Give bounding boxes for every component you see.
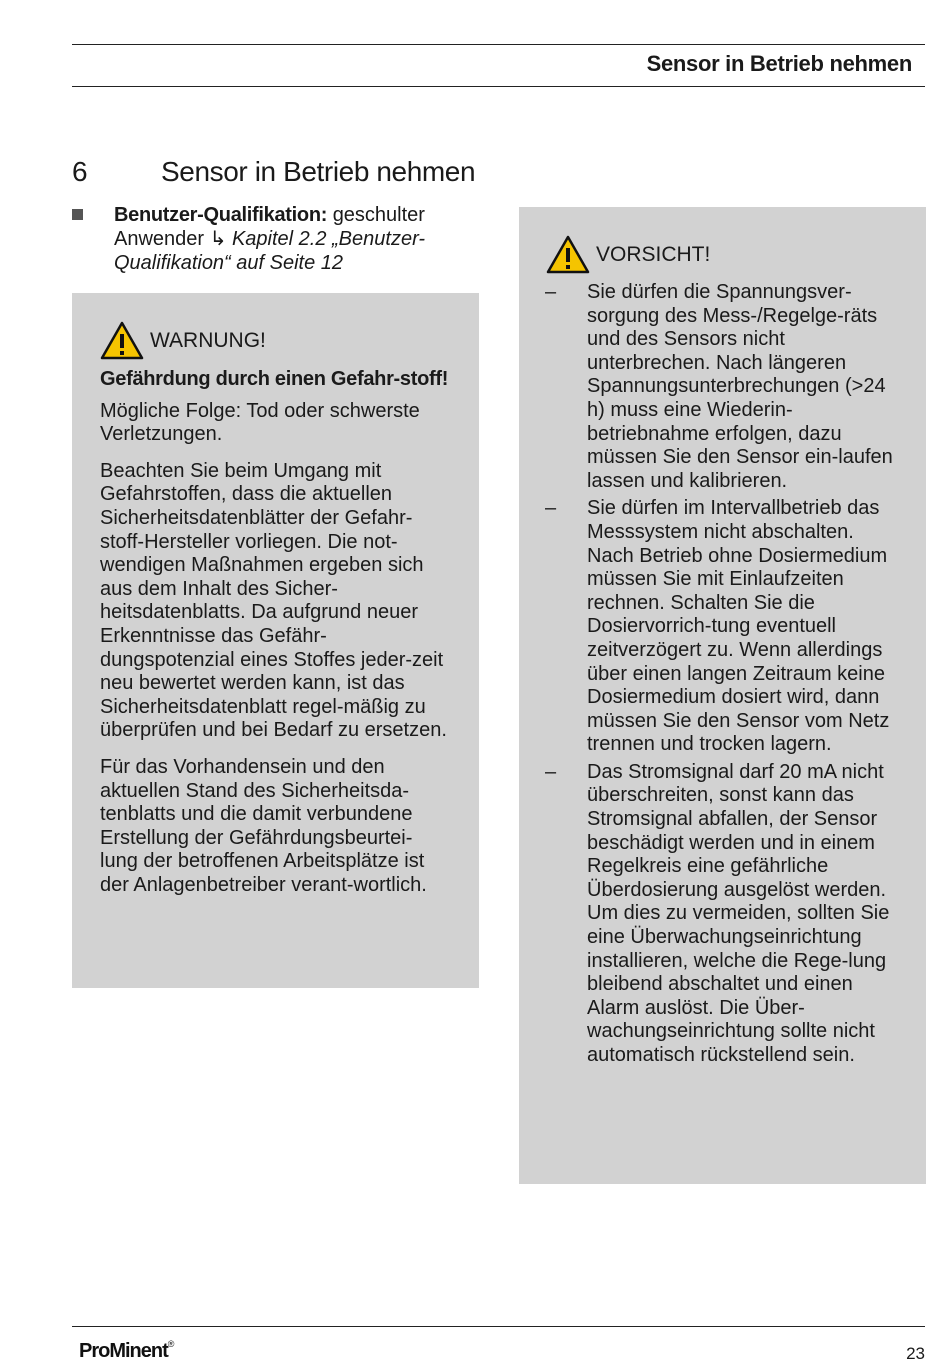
caution-signal bbox=[546, 235, 710, 274]
dash-bullet: – bbox=[545, 497, 557, 520]
chapter-title: Sensor in Betrieb nehmen bbox=[161, 156, 476, 187]
chapter-number: 6 bbox=[72, 156, 88, 187]
warning-triangle-icon bbox=[100, 321, 144, 360]
dash-bullet: – bbox=[545, 760, 557, 783]
warning-paragraph-2: Für das Vorhandensein und den aktuellen Stand des Sicherheitsda-tenblatts und die damit verbundene Erstellung der Gefährdungsbeurtei-lung der betroffenen Arbeitsplätze ist der Anlagenbetreiber verant-wortlich. bbox=[100, 755, 427, 896]
caution-list bbox=[545, 281, 895, 1072]
header-bottom-rule bbox=[72, 86, 925, 87]
list-item-text: Sie dürfen die Spannungsver-sorgung des Mess-/Regelge-räts und des Sensors nicht unterbrechen. Nach längeren Spannungsunterbrechungen (>24 h) muss eine Wiederin-betriebnahme erfolgen, dazu müssen Sie den Sensor ein-laufen lassen und kalibrieren. bbox=[587, 281, 893, 492]
warning-signal bbox=[100, 321, 266, 360]
chapter-reference-link[interactable]: Kapitel 2.2 „Benutzer-Qualifikation“ auf Seite 12 bbox=[114, 228, 426, 274]
warning-consequence: Mögliche Folge: Tod oder schwerste Verletzungen. bbox=[100, 399, 420, 446]
warning-paragraph-1: Beachten Sie beim Umgang mit Gefahrstoffen, dass die aktuellen Sicherheitsdatenblätter der Gefahr-stoff-Hersteller vorliegen. Die not-wendigen Maßnahmen ergeben sich aus dem Inhalt des Sicher-heitsdatenblatts. Da aufgrund neuer Erkenntnisse das Gefähr-dungspotenzial eines Stoffes jeder-zeit neu bewertet werden kann, ist das Sicherheitsdatenblatt regel-mäßig zu überprüfen und bei Bedarf zu ersetzen. bbox=[100, 459, 447, 742]
square-bullet-icon bbox=[72, 209, 83, 220]
qualification-value: geschulter Anwender bbox=[114, 204, 425, 250]
dash-bullet: – bbox=[545, 281, 557, 303]
footer-rule bbox=[72, 1326, 925, 1327]
brand-logo bbox=[79, 1340, 174, 1363]
arrow-reference-icon: ↳ bbox=[209, 228, 227, 250]
qualification-label: Benutzer-Qualifikation: bbox=[114, 204, 328, 226]
caution-signal-word: VORSICHT! bbox=[596, 242, 711, 266]
warning-signal-word: WARNUNG! bbox=[150, 328, 266, 352]
warning-triangle-icon bbox=[546, 235, 590, 274]
running-header: Sensor in Betrieb nehmen bbox=[646, 51, 912, 76]
header-top-rule bbox=[72, 44, 925, 45]
warning-hazard: Gefährdung durch einen Gefahr-stoff! bbox=[100, 368, 449, 390]
chapter-heading bbox=[72, 156, 475, 188]
brand-logo-text: ProMinent bbox=[79, 1340, 168, 1362]
list-item bbox=[545, 497, 895, 757]
qualification-item bbox=[72, 203, 472, 275]
list-item-text: Sie dürfen im Intervallbetrieb das Messsystem nicht abschalten. Nach Betrieb ohne Dosiermedium müssen Sie mit Einlaufzeiten rechnen. Schalten Sie die Dosiervorrich-tung eventuell zeitverzögert zu. Wenn allerdings über einen langen Zeitraum keine Dosiermedium dosiert wird, dann müssen Sie den Sensor vom Netz trennen und trocken lagern. bbox=[587, 497, 890, 756]
list-item-text: Das Stromsignal darf 20 mA nicht überschreiten, sonst kann das Stromsignal abfallen, der Sensor beschädigt werden und in einem Regelkreis eine gefährliche Überdosierung ausgelöst werden. Um dies zu vermeiden, sollten Sie eine Überwachungseinrichtung installieren, welche die Rege-lung bleibend abschaltet und einen Alarm auslöst. Die Über-wachungseinrichtung sollte nicht automatisch rückstellend sein. bbox=[587, 760, 890, 1066]
page-number: 23 bbox=[906, 1344, 925, 1363]
warning-content bbox=[100, 368, 450, 910]
list-item bbox=[545, 761, 895, 1068]
registered-mark: ® bbox=[167, 1339, 175, 1350]
list-item bbox=[545, 281, 895, 493]
